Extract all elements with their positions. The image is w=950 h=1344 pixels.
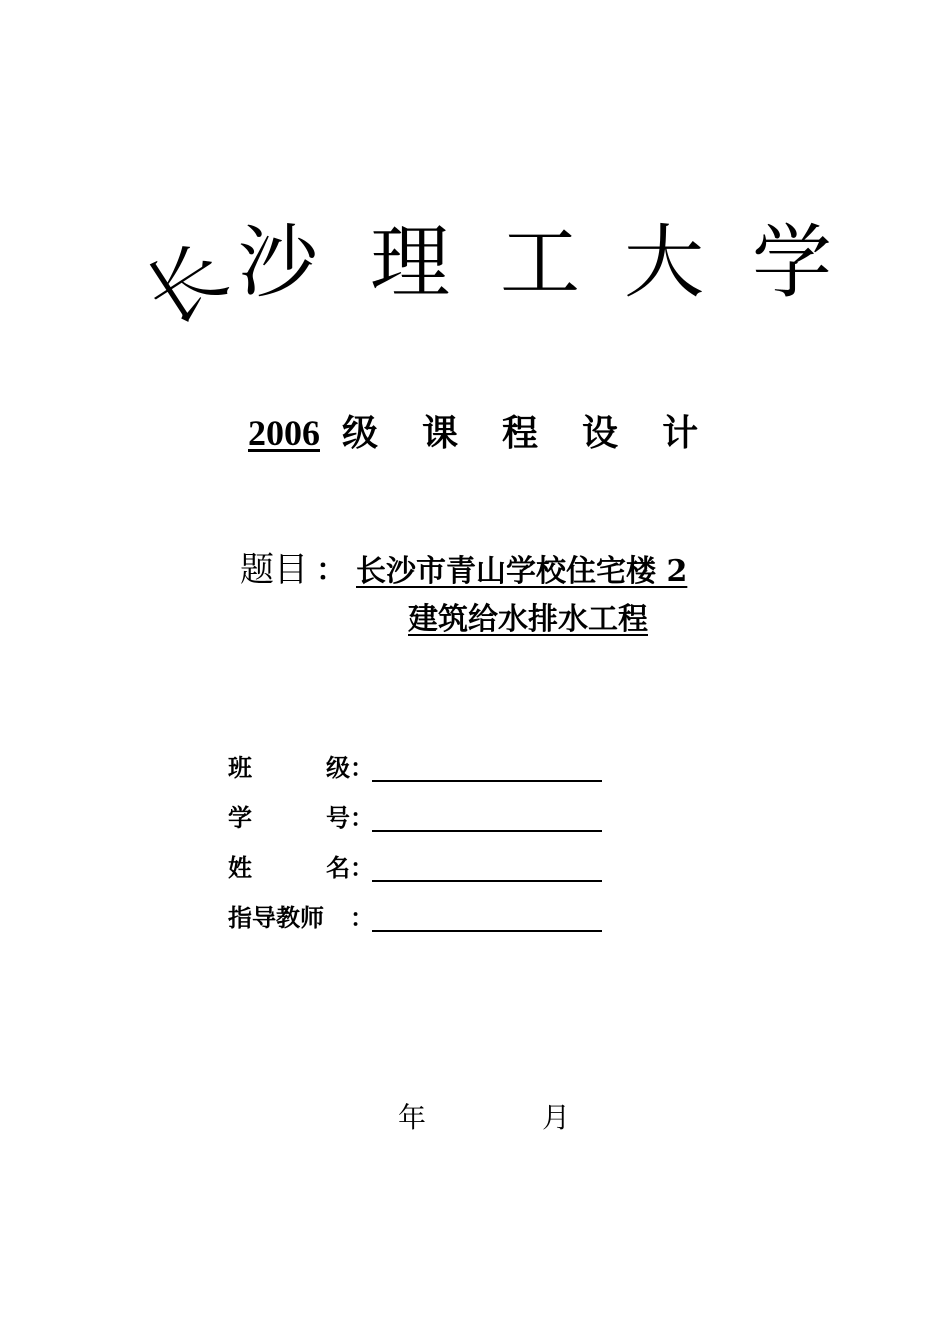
class-label-char: 级 [326,753,350,782]
student-id-field-blank-line[interactable] [372,830,602,832]
name-field-blank-line[interactable] [372,880,602,882]
class-field-label [228,748,350,788]
student-id-label-char: 学 [228,803,252,832]
class-field-colon: ： [350,753,374,782]
university-char: 沙 [238,216,318,309]
student-id-field-label [228,798,350,838]
topic-colon: ： [316,553,346,588]
date-line [0,1098,950,1138]
advisor-field-blank-line[interactable] [372,930,602,932]
name-label-char: 名 [326,853,350,882]
course-heading-char: 课 [422,413,459,453]
topic-title-line-2: 建筑给水排水工程 [408,602,648,637]
topic-label: 题目 [240,550,308,590]
university-name [0,205,950,345]
course-heading-char: 计 [662,413,699,453]
class-field [228,748,628,798]
university-char: 工 [500,216,580,309]
class-label-char: 班 [228,753,252,782]
advisor-field-label: 指导教师 [228,903,324,932]
name-label-char: 姓 [228,853,252,882]
university-char: 长 [129,226,242,343]
university-char: 大 [624,216,704,309]
date-year-label: 年 [398,1101,427,1134]
name-field-colon: ： [350,853,374,882]
course-year: 2006 [248,413,320,453]
student-id-label-char: 号 [326,803,350,832]
course-heading-char: 级 [342,413,379,453]
student-info-fields [228,748,628,948]
student-id-field-colon: ： [350,803,374,832]
class-field-blank-line[interactable] [372,780,602,782]
student-id-field [228,798,628,848]
course-heading-char: 设 [582,413,619,453]
university-char: 学 [752,216,832,309]
course-heading-char: 程 [502,413,539,453]
date-month-label: 月 [542,1101,571,1134]
topic-title-line-1: 长沙市青山学校住宅楼 2 [356,554,688,589]
advisor-field-colon: ： [350,903,374,932]
course-design-heading [248,410,698,460]
advisor-field [228,898,628,948]
name-field-label [228,848,350,888]
university-char: 理 [370,216,450,309]
name-field [228,848,628,898]
